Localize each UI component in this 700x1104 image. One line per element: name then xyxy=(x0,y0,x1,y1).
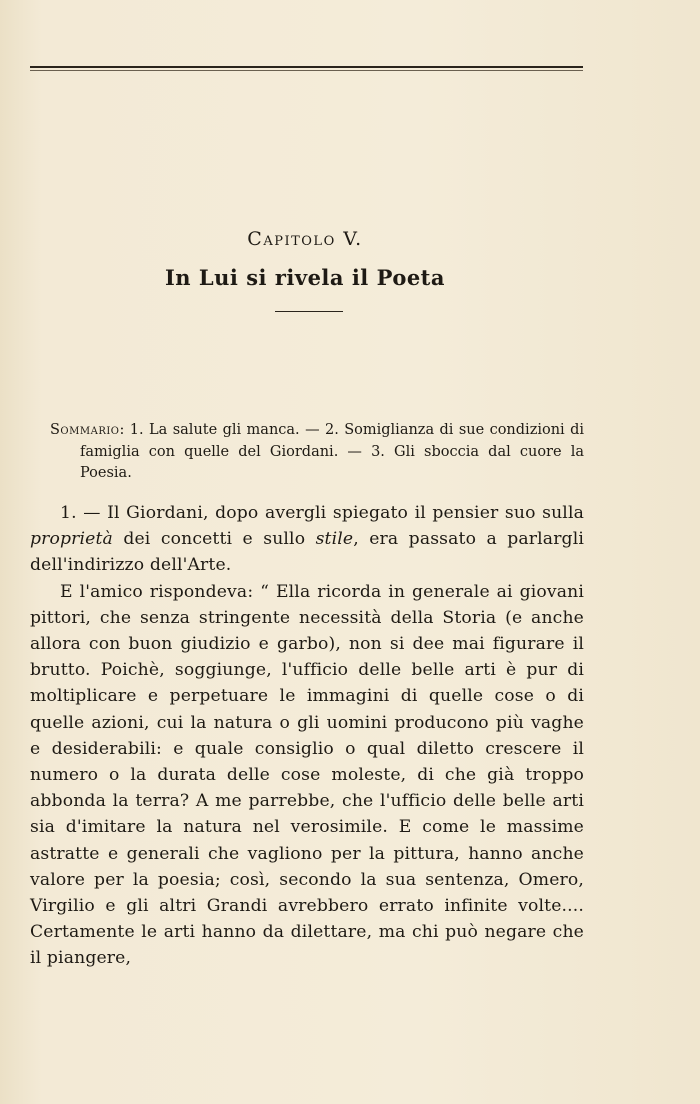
header-rule-thin xyxy=(30,70,583,71)
paragraph-2: E l'amico rispondeva: “ Ella ricorda in generale ai giovani pittori, che senza stringente necessità della Storia (e anche allora con buon giudizio e garbo), non si dee mai figurare il brutto. Poichè, soggiunge, l'ufficio delle belle arti è pur di moltiplicare e perpetuare le immagini di quelle cose o di quelle azioni, cui la natura o gli uomini producono più vaghe e desiderabili: e quale consiglio o qual diletto crescere il numero o la durata delle cose moleste, di che già troppo abbonda la terra? A me parrebbe, che l'ufficio delle belle arti sia d'imitare la natura nel verosimile. E come le massime astratte e generali che vagliono per la pittura, hanno anche valore per la poesia; così, secondo la sua sentenza, Omero, Virgilio e gli altri Grandi avrebbero errato infinite volte.... Certamente le arti hanno da dilettare, ma chi può negare che il piangere, xyxy=(30,581,584,969)
paragraph-1-part-c: , era passato a parlargli dell'indirizzo dell'Arte. xyxy=(30,529,585,576)
chapter-title: In Lui si rivela il Poeta xyxy=(164,265,445,290)
emphasis-proprieta: proprietà xyxy=(30,529,113,550)
chapter-summary xyxy=(50,420,584,485)
emphasis-stile: stile xyxy=(315,529,354,550)
chapter-body xyxy=(30,500,584,972)
paragraph-1-part-b: dei concetti e sullo xyxy=(112,529,316,550)
chapter-number: Capitolo V. xyxy=(247,228,363,250)
header-rule xyxy=(30,66,583,68)
summary-text: : 1. La salute gli manca. — 2. Somiglianza di sue condizioni di famiglia con quelle del Giordani. — 3. Gli sboccia dal cuore la Poesia. xyxy=(80,422,584,481)
paragraph-1-part-a: 1. — Il Giordani, dopo avergli spiegato il pensier suo sulla xyxy=(60,503,584,523)
summary-lead: Sommario xyxy=(50,422,120,438)
title-divider xyxy=(275,311,343,312)
paragraph-1 xyxy=(30,500,584,579)
